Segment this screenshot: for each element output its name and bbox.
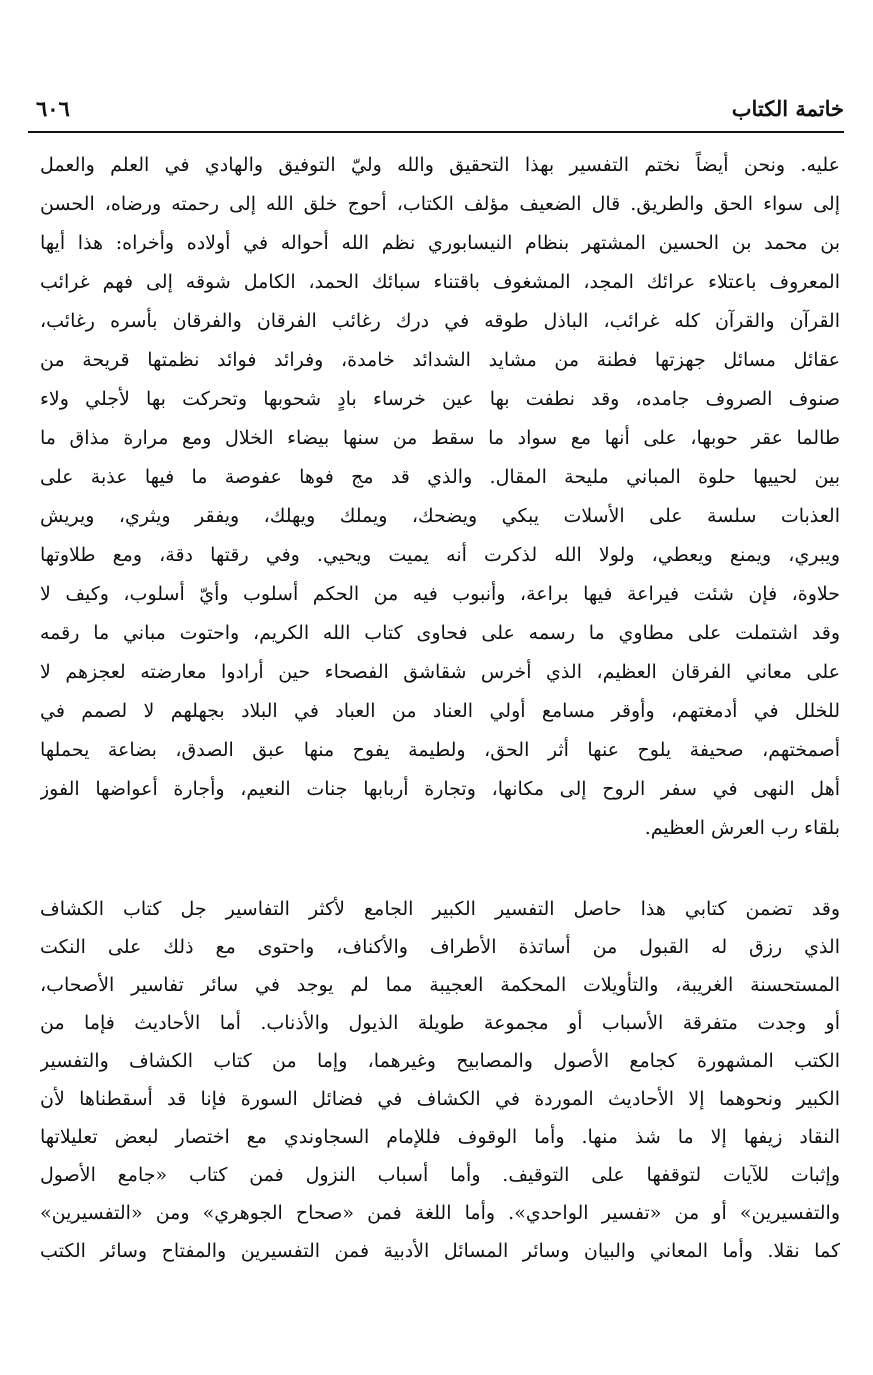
text-line: أو وجدت متفرقة الأسباب أو مجموعة طويلة الذيول والأذناب. أما الأحاديث فإما من	[40, 1012, 840, 1034]
header-divider	[28, 131, 844, 133]
text-line: إلى سواء الحق والطريق. قال الضعيف مؤلف الكتاب، أحوج خلق الله إلى رحمته ورضاه، الحسن	[40, 193, 840, 215]
text-line: على معاني الفرقان العظيم، الذي أخرس شقاشق الفصحاء حين أرادوا معارضته لعجزهم لا	[40, 661, 840, 683]
text-line: وإثبات للآيات لتوقفها على التوقيف. وأما أسباب النزول فمن كتاب «جامع الأصول	[40, 1164, 840, 1186]
text-line: صنوف الصروف جامده، وقد نطفت بها عين خرساء بادٍ شحوبها وتحركت بها لأجلي ولاء	[40, 388, 840, 410]
text-line: طالما عقر حوبها، على أنها مع سواد ما سقط من سنها بيضاء الخلال ومع مرارة مذاق ما	[40, 427, 840, 449]
text-line: النقاد زيفها إلا ما شذ منها. وأما الوقوف فللإمام السجاوندي مع اختصار لبعض تعليلاتها	[40, 1126, 840, 1148]
page-number: ٦٠٦	[36, 96, 70, 121]
text-line: وقد تضمن كتابي هذا حاصل التفسير الكبير الجامع لأكثر التفاسير جل كتاب الكشاف	[40, 898, 840, 920]
text-line: الذي رزق له القبول من أساتذة الأطراف والأكناف، واحتوى مع ذلك على النكت	[40, 936, 840, 958]
text-line: بلقاء رب العرش العظيم.	[644, 817, 840, 839]
text-line: حلاوة، فإن شئت فيراعة فيها براعة، وأنبوب فيه من الحكم أسلوب وأيّ أسلوب، وكيف لا	[40, 583, 840, 605]
text-line: المعروف باعتلاء عرائك المجد، المشغوف باقتناء سبائك الحمد، الكامل شوقه إلى فهم غرائب	[40, 271, 840, 293]
running-title: خاتمة الكتاب	[731, 96, 844, 121]
paragraph-closing-prayer	[40, 146, 840, 848]
text-line: الكتب المشهورة كجامع الأصول والمصابيح وغيرهما، وإما من كتاب الكشاف والتفسير	[40, 1050, 840, 1072]
text-line: بين لحييها حلوة المباني مليحة المقال. والذي قد مج فوها عفوصة ما فيها عذبة على	[40, 466, 840, 488]
text-line: عليه. ونحن أيضاً نختم التفسير بهذا التحقيق والله وليّ التوفيق والهادي في العلم والعمل	[40, 154, 840, 176]
text-line: وقد اشتملت على مطاوي ما رسمه على فحاوى كتاب الله الكريم، واحتوت مباني ما رقمه	[40, 622, 840, 644]
paragraph-book-contents	[40, 890, 840, 1270]
text-line: ويبري، ويمنع ويعطي، ولولا الله لذكرت أنه يميت ويحيي. وفي رقتها دقة، ومع طلاوتها	[40, 544, 840, 566]
text-line: أصمختهم، صحيفة يلوح عنها أثر الحق، ولطيمة يفوح منها عبق الصدق، بضاعة يحملها	[40, 739, 840, 761]
text-line: عقائل مسائل جهزتها فطنة من مشايد الشدائد خامدة، وفرائد فوائد نظمتها قريحة من	[40, 349, 840, 371]
text-line: والتفسيرين» أو من «تفسير الواحدي». وأما اللغة فمن «صحاح الجوهري» ومن «التفسيرين»	[40, 1202, 840, 1224]
page-header	[28, 92, 844, 128]
text-line: للخلل في أدمغتهم، وأوقر مسامع أولي العناد من العباد في البلاد بجهلهم لا لصمم في	[40, 700, 840, 722]
text-line: أهل النهى في سفر الروح إلى مكانها، وتجارة أربابها جنات النعيم، وأجارة أعواضها الفوز	[40, 778, 840, 800]
text-line: الكبير ونحوهما إلا الأحاديث الموردة في الكشاف في فضائل السورة فإنا قد أسقطناها لأن	[40, 1088, 840, 1110]
text-line: المستحسنة الغريبة، والتأويلات المحكمة العجيبة مما لم يوجد في سائر تفاسير الأصحاب،	[40, 974, 840, 996]
text-line: كما نقلا. وأما المعاني والبيان وسائر المسائل الأدبية فمن التفسيرين والمفتاح وسائر الكتب	[40, 1240, 840, 1262]
text-line: القرآن والقرآن كله غرائب، الباذل طوقه في درك رغائب الفرقان والفرقان بأسره رغائب،	[40, 310, 840, 332]
text-line: العذبات سلسة على الأسلات يبكي ويضحك، ويملك ويهلك، ويفقر ويثري، ويريش	[40, 505, 840, 527]
text-line: بن محمد بن الحسين المشتهر بنظام النيسابوري نظم الله أحواله في أولاده وأخراه: هذا أيها	[40, 232, 840, 254]
